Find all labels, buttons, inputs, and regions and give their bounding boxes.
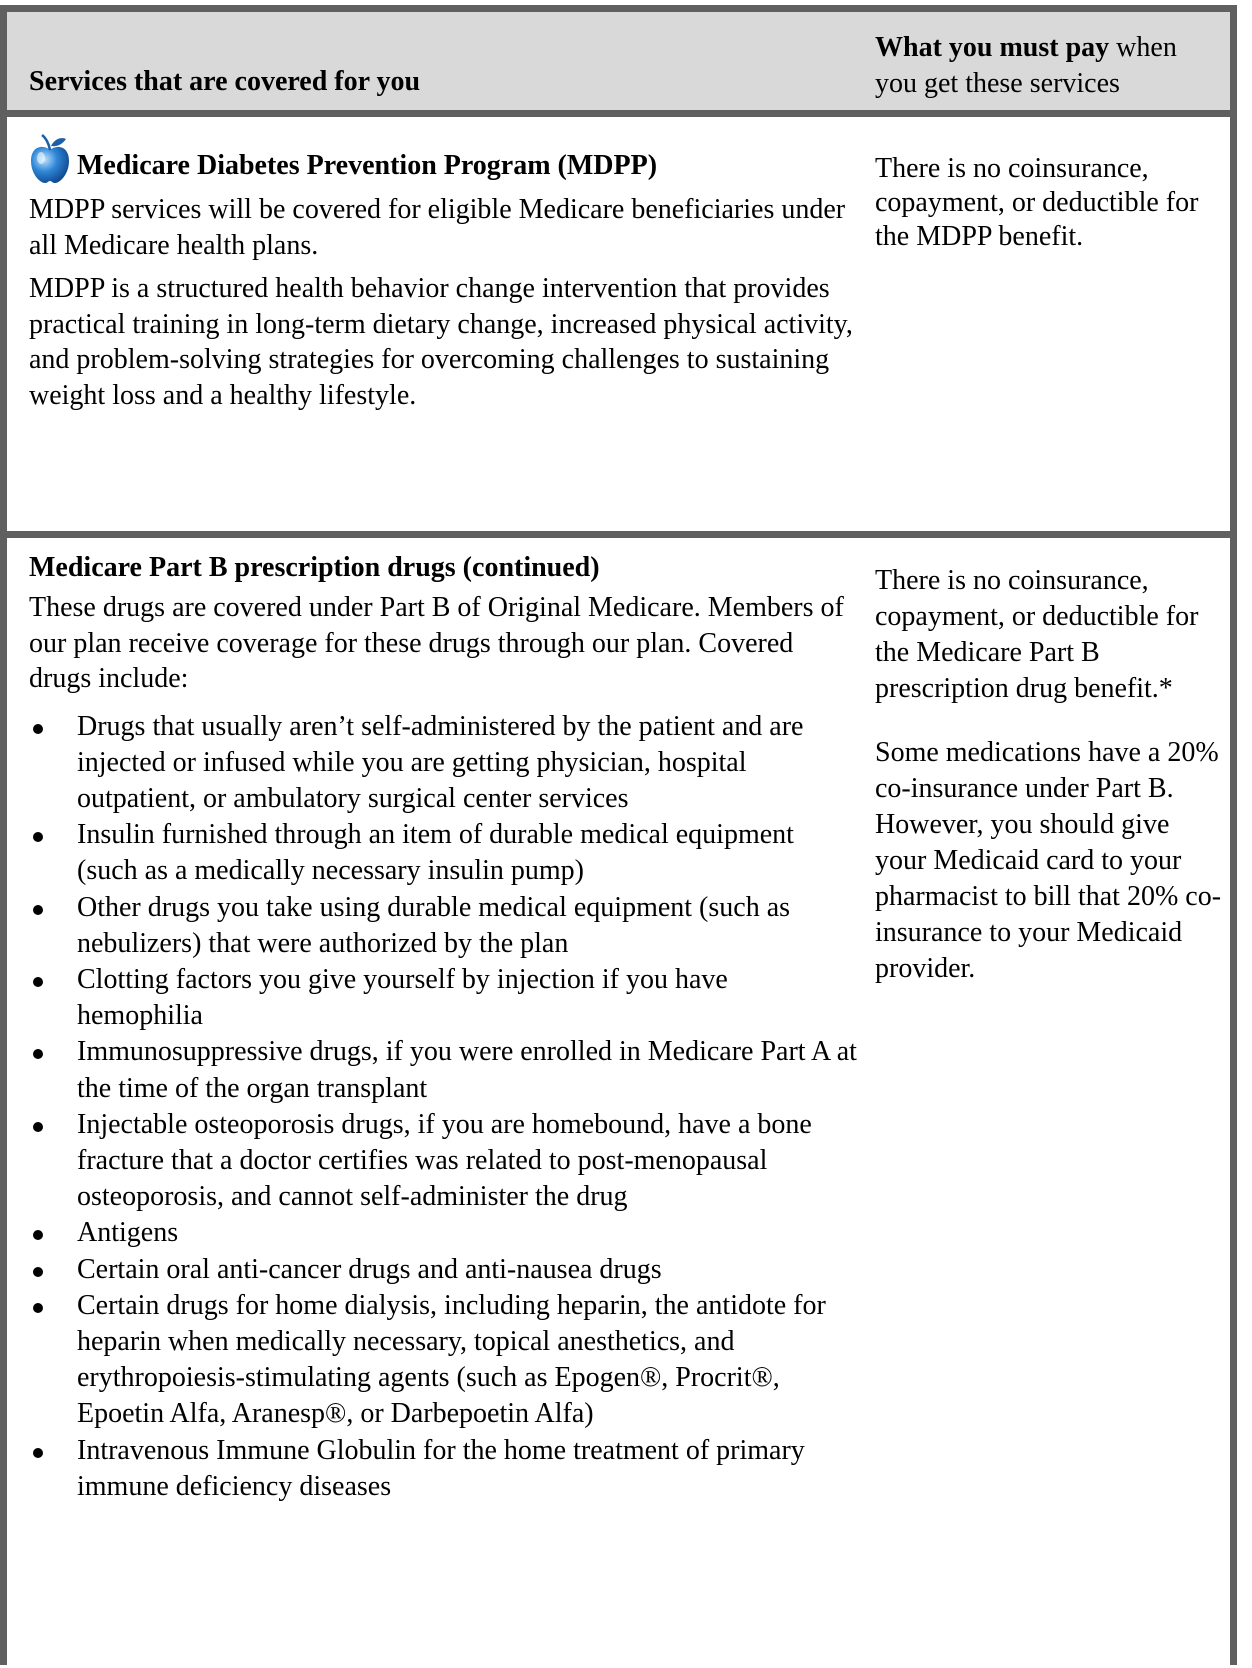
list-item-text: Insulin furnished through an item of durable medical equipment (such as a medically necessary insulin pump) xyxy=(77,819,794,887)
header-payment-title xyxy=(875,30,1225,102)
partb-cost-twenty-percent: Some medications have a 20% co-insurance under Part B. However, you should give your Medicaid card to your pharmacist to bill that 20% co-insurance to your Medicaid provider. xyxy=(875,737,1222,984)
list-item xyxy=(29,962,859,1034)
partb-description xyxy=(29,550,859,1505)
mdpp-paragraph-2: MDPP is a structured health behavior change intervention that provides practical training in long-term dietary change, increased physical activity, and problem-solving strategies for overcoming challenges to sustaining weight loss and a healthy lifestyle. xyxy=(29,273,853,411)
mdpp-description xyxy=(29,134,859,413)
table-header xyxy=(7,12,1230,117)
bullet-icon xyxy=(33,977,43,987)
mdpp-title: Medicare Diabetes Prevention Program (MDPP) xyxy=(77,150,658,181)
bullet-icon xyxy=(33,724,43,734)
list-item-text: Injectable osteoporosis drugs, if you are homebound, have a bone fracture that a doctor certifies was related to post-menopausal osteoporosis, and cannot self-administer the drug xyxy=(77,1108,812,1213)
apple-icon xyxy=(29,134,71,184)
spacer xyxy=(875,707,1225,735)
list-item-text: Drugs that usually aren’t self-administered by the patient and are injected or infused while you are getting physician, hospital outpatient, or ambulatory surgical center services xyxy=(77,710,804,814)
bullet-icon xyxy=(33,1448,43,1458)
header-payment-bold: What you must pay xyxy=(875,32,1110,63)
benefits-table xyxy=(0,5,1237,1665)
bullet-icon xyxy=(33,1122,43,1132)
partb-cost xyxy=(875,563,1225,987)
bullet-icon xyxy=(33,1230,43,1240)
bullet-icon xyxy=(33,905,43,915)
table-row-mdpp xyxy=(7,117,1230,538)
bullet-icon xyxy=(33,1303,43,1313)
list-item-text: Other drugs you take using durable medical equipment (such as nebulizers) that were authorized by the plan xyxy=(77,891,791,959)
mdpp-title-line xyxy=(29,134,859,184)
partb-intro: These drugs are covered under Part B of Original Medicare. Members of our plan receive coverage for these drugs through our plan. Covered drugs include: xyxy=(29,592,844,694)
list-item xyxy=(29,709,859,818)
partb-drug-list xyxy=(29,709,859,1505)
bullet-icon xyxy=(33,1049,43,1059)
list-item xyxy=(29,1034,859,1106)
list-item xyxy=(29,890,859,962)
list-item xyxy=(29,1433,859,1505)
list-item xyxy=(29,1252,859,1288)
partb-title: Medicare Part B prescription drugs (continued) xyxy=(29,552,600,583)
list-item-text: Immunosuppressive drugs, if you were enrolled in Medicare Part A at the time of the organ transplant xyxy=(77,1036,857,1104)
header-payment-rest: when you get these services xyxy=(875,32,1177,99)
header-services-title: Services that are covered for you xyxy=(29,66,421,97)
mdpp-paragraph-1: MDPP services will be covered for eligible Medicare beneficiaries under all Medicare health plans. xyxy=(29,194,846,261)
list-item-text: Antigens xyxy=(77,1217,179,1249)
list-item-text: Certain drugs for home dialysis, including heparin, the antidote for heparin when medically necessary, topical anesthetics, and erythropoiesis-stimulating agents (such as Epogen®, Procrit®, Epoetin Alfa, Aranesp®, or Darbepoetin Alfa) xyxy=(77,1289,826,1430)
list-item xyxy=(29,1107,859,1216)
list-item-text: Intravenous Immune Globulin for the home treatment of primary immune deficiency diseases xyxy=(77,1434,805,1502)
list-item-text: Clotting factors you give yourself by injection if you have hemophilia xyxy=(77,963,728,1032)
list-item-text: Certain oral anti-cancer drugs and anti-nausea drugs xyxy=(77,1253,662,1285)
mdpp-cost: There is no coinsurance, copayment, or deductible for the MDPP benefit. xyxy=(875,153,1199,252)
table-row-part-b xyxy=(7,538,1230,1668)
list-item xyxy=(29,1215,859,1251)
list-item xyxy=(29,1288,859,1433)
partb-cost-no-coinsurance: There is no coinsurance, copayment, or deductible for the Medicare Part B prescription drug benefit.* xyxy=(875,565,1199,704)
bullet-icon xyxy=(33,1267,43,1277)
list-item xyxy=(29,817,859,889)
bullet-icon xyxy=(33,832,43,842)
